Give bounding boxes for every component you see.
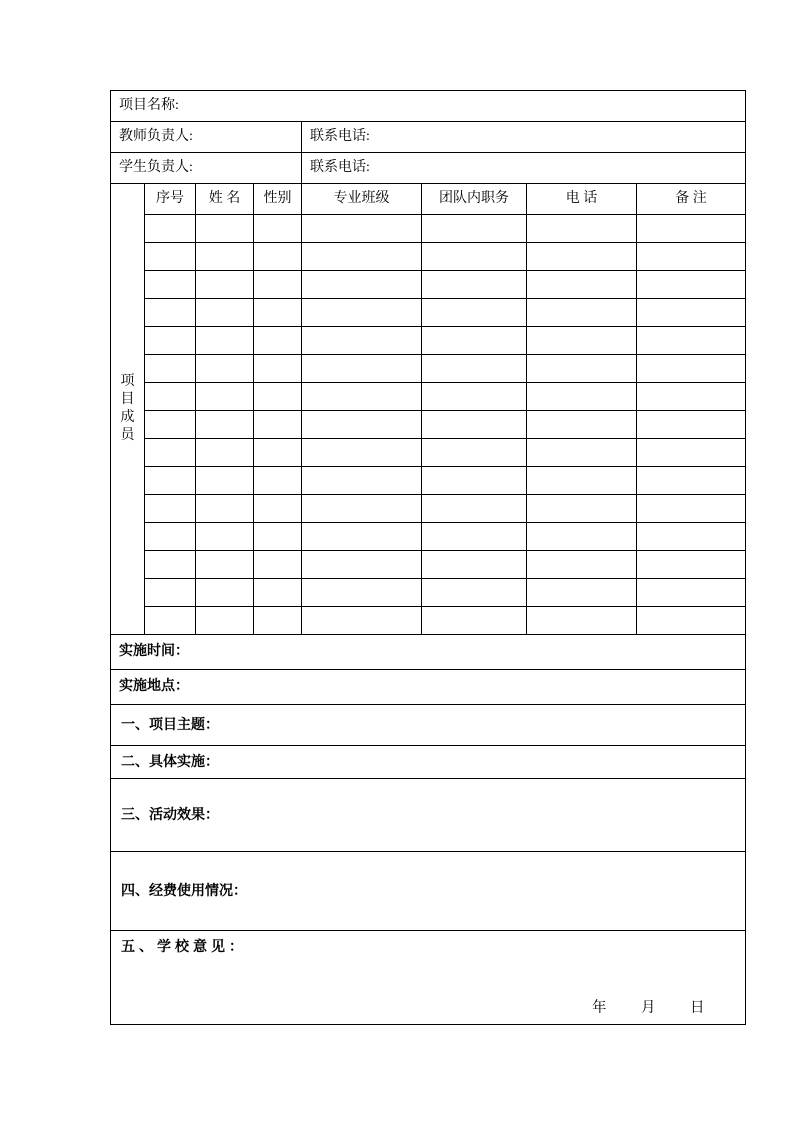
cell-gender[interactable] [254, 271, 302, 299]
row-implementation-place [111, 670, 746, 705]
student-leader-label: 学生负责人: [119, 159, 193, 175]
cell-index[interactable] [145, 243, 196, 271]
cell-phone[interactable] [527, 355, 637, 383]
cell-name[interactable] [196, 243, 254, 271]
cell-teacher-leader [111, 122, 302, 153]
cell-role[interactable] [422, 495, 527, 523]
cell-gender[interactable] [254, 495, 302, 523]
row-section-theme [111, 705, 746, 746]
cell-role[interactable] [422, 411, 527, 439]
cell-role[interactable] [422, 551, 527, 579]
cell-role[interactable] [422, 215, 527, 243]
cell-class[interactable] [302, 495, 422, 523]
cell-remark[interactable] [637, 551, 746, 579]
implementation-time-label: 实施时间： [119, 643, 189, 659]
cell-name[interactable] [196, 523, 254, 551]
cell-remark[interactable] [637, 607, 746, 635]
members-vertical-char-3: 员 [120, 428, 135, 444]
cell-name[interactable] [196, 215, 254, 243]
cell-class[interactable] [302, 327, 422, 355]
cell-section-funding[interactable] [111, 852, 746, 931]
cell-index[interactable] [145, 439, 196, 467]
implementation-place-label: 实施地点： [119, 678, 189, 694]
cell-role[interactable] [422, 383, 527, 411]
cell-remark[interactable] [637, 327, 746, 355]
cell-role[interactable] [422, 271, 527, 299]
cell-role[interactable] [422, 243, 527, 271]
cell-role[interactable] [422, 439, 527, 467]
cell-class[interactable] [302, 215, 422, 243]
cell-index[interactable] [145, 467, 196, 495]
member-col-class: 专业班级 [302, 184, 422, 215]
cell-phone[interactable] [527, 383, 637, 411]
table-row[interactable] [111, 215, 746, 243]
member-col-gender: 性别 [254, 184, 302, 215]
row-section-school-opinion [111, 931, 746, 1025]
table-row[interactable] [111, 495, 746, 523]
members-vertical-char-1: 目 [120, 391, 135, 407]
teacher-phone-label: 联系电话: [310, 128, 370, 144]
table-row[interactable] [111, 271, 746, 299]
cell-gender[interactable] [254, 579, 302, 607]
cell-class[interactable] [302, 243, 422, 271]
cell-section-implementation[interactable] [111, 746, 746, 779]
cell-class[interactable] [302, 355, 422, 383]
row-implementation-time [111, 635, 746, 670]
cell-remark[interactable] [637, 243, 746, 271]
members-vertical-char-2: 成 [120, 410, 135, 425]
cell-name[interactable] [196, 467, 254, 495]
cell-name[interactable] [196, 579, 254, 607]
members-vertical-label [111, 184, 145, 635]
cell-phone[interactable] [527, 607, 637, 635]
table-row[interactable] [111, 383, 746, 411]
cell-student-phone [302, 153, 746, 184]
cell-gender[interactable] [254, 467, 302, 495]
form-table [110, 90, 746, 1025]
cell-gender[interactable] [254, 215, 302, 243]
cell-remark[interactable] [637, 271, 746, 299]
cell-phone[interactable] [527, 411, 637, 439]
cell-remark[interactable] [637, 523, 746, 551]
cell-student-leader [111, 153, 302, 184]
cell-role[interactable] [422, 355, 527, 383]
member-col-index: 序号 [145, 184, 196, 215]
cell-gender[interactable] [254, 439, 302, 467]
table-row[interactable] [111, 243, 746, 271]
row-teacher-leader [111, 122, 746, 153]
cell-section-school-opinion[interactable] [111, 931, 746, 1025]
cell-remark[interactable] [637, 383, 746, 411]
cell-index[interactable] [145, 299, 196, 327]
cell-gender[interactable] [254, 243, 302, 271]
cell-remark[interactable] [637, 495, 746, 523]
table-row[interactable] [111, 299, 746, 327]
cell-section-effect[interactable] [111, 779, 746, 852]
cell-name[interactable] [196, 495, 254, 523]
student-phone-label: 联系电话: [310, 159, 370, 175]
cell-role[interactable] [422, 607, 527, 635]
date-year-label: 年 [592, 1000, 608, 1017]
cell-class[interactable] [302, 271, 422, 299]
cell-index[interactable] [145, 495, 196, 523]
cell-phone[interactable] [527, 579, 637, 607]
cell-project-name [111, 91, 746, 122]
date-month-label: 月 [641, 1000, 657, 1017]
cell-phone[interactable] [527, 299, 637, 327]
member-col-name: 姓 名 [196, 184, 254, 215]
cell-class[interactable] [302, 299, 422, 327]
cell-phone[interactable] [527, 327, 637, 355]
row-section-implementation [111, 746, 746, 779]
signature-date-line [111, 999, 745, 1024]
table-row[interactable] [111, 551, 746, 579]
cell-gender[interactable] [254, 607, 302, 635]
cell-name[interactable] [196, 327, 254, 355]
cell-name[interactable] [196, 355, 254, 383]
table-row[interactable] [111, 327, 746, 355]
member-col-phone: 电 话 [527, 184, 637, 215]
cell-name[interactable] [196, 299, 254, 327]
cell-index[interactable] [145, 355, 196, 383]
table-row[interactable] [111, 579, 746, 607]
cell-index[interactable] [145, 327, 196, 355]
cell-index[interactable] [145, 607, 196, 635]
cell-gender[interactable] [254, 383, 302, 411]
cell-remark[interactable] [637, 299, 746, 327]
cell-class[interactable] [302, 467, 422, 495]
member-col-remark: 备 注 [637, 184, 746, 215]
cell-phone[interactable] [527, 243, 637, 271]
cell-class[interactable] [302, 383, 422, 411]
row-section-funding [111, 852, 746, 931]
cell-phone[interactable] [527, 467, 637, 495]
cell-class[interactable] [302, 523, 422, 551]
project-name-label: 项目名称: [119, 97, 179, 113]
cell-index[interactable] [145, 579, 196, 607]
date-day-label: 日 [690, 1000, 706, 1017]
cell-gender[interactable] [254, 299, 302, 327]
table-row[interactable] [111, 607, 746, 635]
cell-index[interactable] [145, 383, 196, 411]
cell-index[interactable] [145, 551, 196, 579]
cell-role[interactable] [422, 467, 527, 495]
project-summary-form [110, 90, 745, 1025]
cell-index[interactable] [145, 271, 196, 299]
row-project-name [111, 91, 746, 122]
cell-implementation-time [111, 635, 746, 670]
cell-class[interactable] [302, 411, 422, 439]
section-effect-label: 三、活动效果： [121, 808, 219, 824]
teacher-leader-label: 教师负责人: [119, 128, 193, 144]
cell-role[interactable] [422, 299, 527, 327]
section-implementation-label: 二、具体实施： [121, 755, 219, 770]
section-funding-label: 四、经费使用情况： [121, 884, 247, 900]
row-student-leader [111, 153, 746, 184]
table-row[interactable] [111, 355, 746, 383]
cell-role[interactable] [422, 579, 527, 607]
cell-teacher-phone [302, 122, 746, 153]
table-row[interactable] [111, 467, 746, 495]
cell-remark[interactable] [637, 411, 746, 439]
cell-remark[interactable] [637, 467, 746, 495]
cell-gender[interactable] [254, 355, 302, 383]
cell-index[interactable] [145, 215, 196, 243]
cell-phone[interactable] [527, 495, 637, 523]
cell-remark[interactable] [637, 215, 746, 243]
cell-index[interactable] [145, 411, 196, 439]
cell-phone[interactable] [527, 271, 637, 299]
cell-name[interactable] [196, 383, 254, 411]
cell-phone[interactable] [527, 523, 637, 551]
cell-name[interactable] [196, 551, 254, 579]
cell-class[interactable] [302, 607, 422, 635]
cell-name[interactable] [196, 607, 254, 635]
cell-class[interactable] [302, 579, 422, 607]
cell-role[interactable] [422, 523, 527, 551]
cell-gender[interactable] [254, 523, 302, 551]
cell-name[interactable] [196, 271, 254, 299]
table-row[interactable] [111, 523, 746, 551]
cell-phone[interactable] [527, 439, 637, 467]
table-row[interactable] [111, 411, 746, 439]
cell-phone[interactable] [527, 215, 637, 243]
row-section-effect [111, 779, 746, 852]
cell-gender[interactable] [254, 551, 302, 579]
row-member-header [111, 184, 746, 215]
cell-name[interactable] [196, 411, 254, 439]
cell-role[interactable] [422, 327, 527, 355]
cell-section-theme[interactable] [111, 705, 746, 746]
table-row[interactable] [111, 439, 746, 467]
member-col-role: 团队内职务 [422, 184, 527, 215]
members-vertical-char-0: 项 [120, 373, 135, 389]
cell-gender[interactable] [254, 411, 302, 439]
cell-implementation-place [111, 670, 746, 705]
section-school-opinion-label: 五、学校意见： [121, 940, 247, 956]
cell-remark[interactable] [637, 579, 746, 607]
section-theme-label: 一、项目主题： [121, 717, 219, 733]
cell-class[interactable] [302, 551, 422, 579]
cell-remark[interactable] [637, 355, 746, 383]
cell-name[interactable] [196, 439, 254, 467]
cell-gender[interactable] [254, 327, 302, 355]
cell-index[interactable] [145, 523, 196, 551]
cell-remark[interactable] [637, 439, 746, 467]
cell-class[interactable] [302, 439, 422, 467]
cell-phone[interactable] [527, 551, 637, 579]
